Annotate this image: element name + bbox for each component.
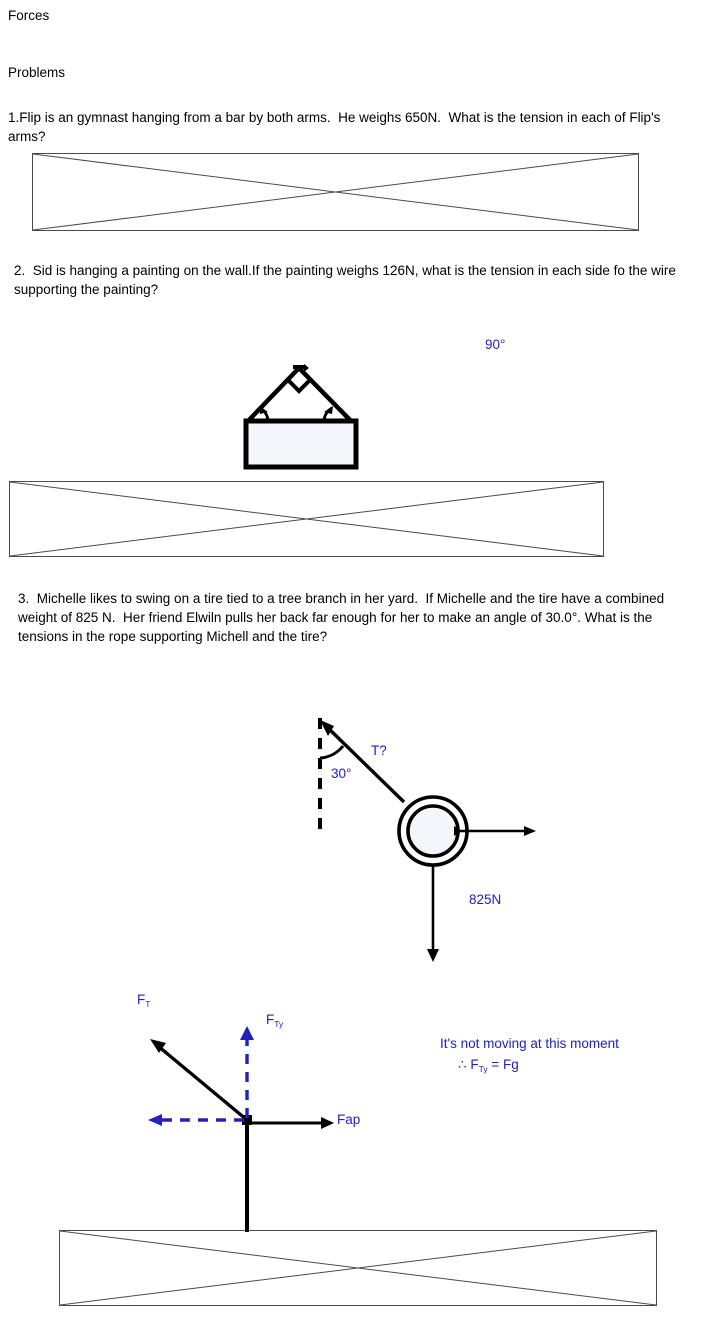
placeholder-cross-icon (10, 482, 603, 556)
problem-3-text: 3. Michelle likes to swing on a tire tied to a tree branch in her yard. If Michelle and the tire have a combined weight of 825 N. Her friend Elwiln pulls her back far enough for her to make an angle of 30.0°. What is the tensions in the rope supporting Michell and the tire? (18, 591, 668, 644)
tire-tension-label: T? (371, 743, 387, 758)
angle-arc-30 (320, 746, 343, 758)
fbd-note-prefix: ∴ F (458, 1057, 479, 1072)
hook-arrow-icon (304, 364, 309, 372)
right-angle-marker (288, 380, 310, 391)
fbd-fty-label-base: F (266, 1012, 275, 1027)
fbd-ft-label-base: F (137, 992, 146, 1007)
placeholder-cross-icon (60, 1231, 656, 1305)
wire-left-segment (248, 368, 299, 421)
fbd-ft-label (137, 992, 150, 1007)
tension-rope-line (326, 726, 404, 802)
tire-inner-circle (408, 806, 458, 856)
page-title: Forces (8, 8, 50, 23)
painting-angle-label: 90° (485, 337, 506, 352)
fbd-fty-label (266, 1012, 283, 1027)
fap-arrowhead (321, 1117, 334, 1129)
tire-weight-label: 825N (469, 892, 502, 907)
ftx-arrowhead (148, 1114, 162, 1126)
fbd-note-line-2 (440, 1054, 690, 1077)
horizontal-force-arrowhead (524, 826, 536, 836)
fbd-note-suffix: = Fg (487, 1057, 519, 1072)
section-heading-problems: Problems (8, 65, 66, 80)
tire-swing-diagram (296, 706, 556, 968)
fty-arrowhead (240, 1026, 254, 1040)
fbd-fap-label: Fap (337, 1112, 361, 1127)
placeholder-cross-icon (33, 154, 638, 230)
weight-force-arrowhead (427, 949, 439, 962)
fbd-note-line-1: It's not moving at this moment (440, 1036, 619, 1051)
fbd-note (440, 1033, 690, 1077)
ft-vector-line (158, 1046, 247, 1120)
painting-frame (246, 421, 356, 467)
painting-wire-diagram (236, 356, 372, 476)
fbd-ft-label-sub: T (145, 999, 151, 1009)
missing-image-placeholder-2 (9, 481, 604, 557)
fbd-note-sub: Ty (478, 1064, 488, 1074)
fbd-fty-label-sub: Ty (274, 1019, 284, 1029)
problem-1-text: 1.Flip is an gymnast hanging from a bar by both arms. He weighs 650N. What is the tension in each of Flip's arms? (8, 110, 665, 144)
problem-2-text: 2. Sid is hanging a painting on the wall.If the painting weighs 126N, what is the tension in each side fo the wire supporting the painting? (14, 263, 680, 297)
missing-image-placeholder-3 (59, 1230, 657, 1306)
missing-image-placeholder-1 (32, 153, 639, 231)
tire-angle-label: 30° (331, 766, 352, 781)
